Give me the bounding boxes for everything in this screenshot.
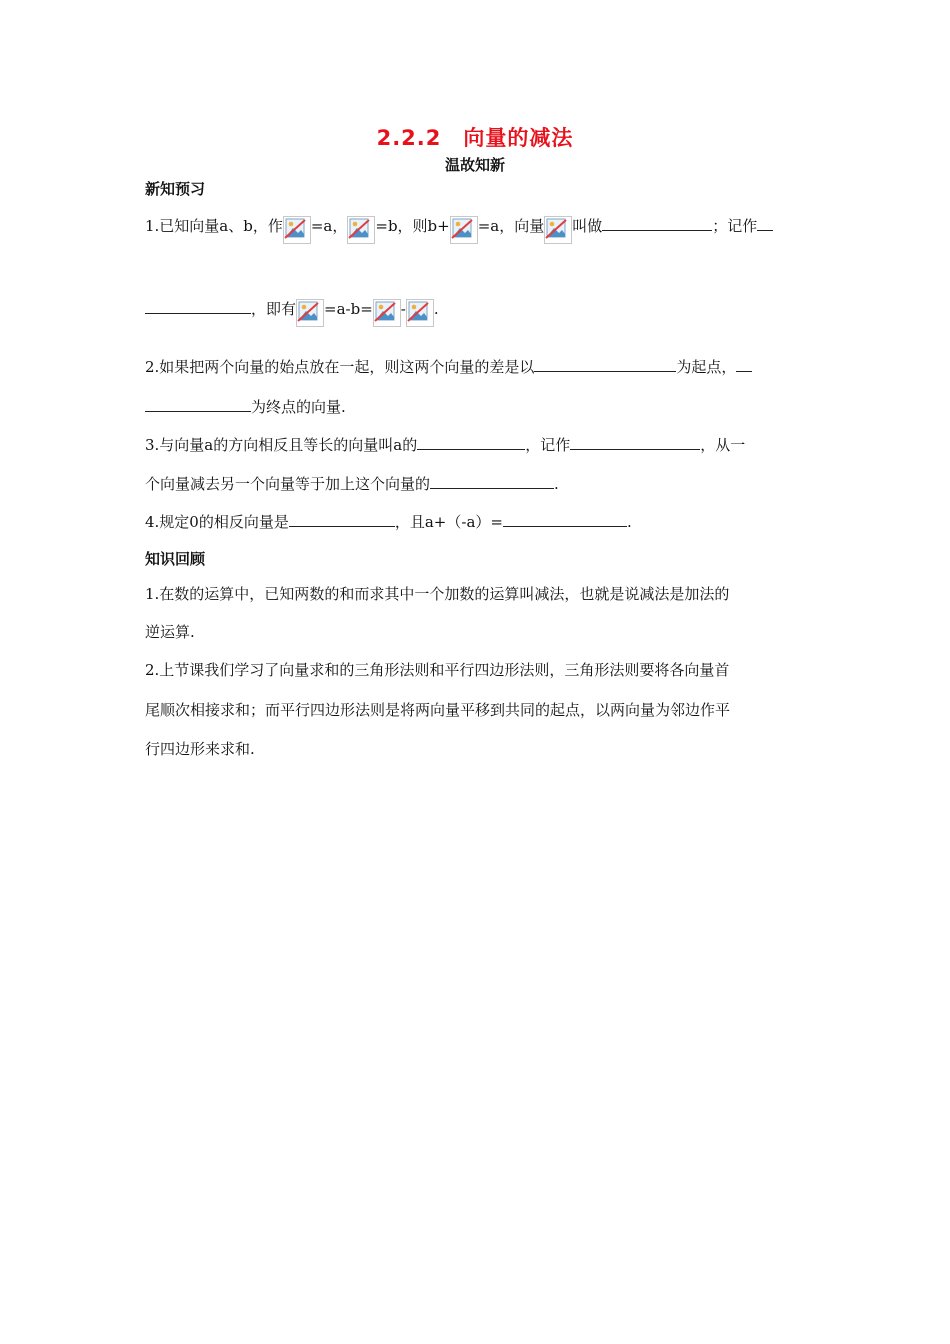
question-4-line-1: 4.规定0的相反向量是 ，且a+（-a）= .: [145, 513, 632, 531]
answer-blank[interactable]: [602, 216, 712, 231]
review-paragraph-1-line-1: 1.在数的运算中，已知两数的和而求其中一个加数的运算叫减法，也就是说减法是加法的: [145, 585, 730, 603]
section-heading-review: 知识回顾: [145, 550, 206, 568]
broken-image-icon: [544, 216, 572, 244]
question-2-line-1: 2.如果把两个向量的始点放在一起，则这两个向量的差是以 为起点，: [145, 357, 752, 377]
review-paragraph-2-line-3: 行四边形来求和.: [145, 740, 255, 758]
broken-image-icon: [406, 299, 434, 327]
review-paragraph-1-line-2: 逆运算.: [145, 623, 195, 641]
broken-image-icon: [373, 299, 401, 327]
answer-blank[interactable]: [145, 397, 251, 412]
answer-blank[interactable]: [289, 512, 395, 527]
answer-blank[interactable]: [145, 299, 251, 314]
section-heading-preview: 新知预习: [145, 180, 206, 198]
answer-blank[interactable]: [570, 435, 700, 450]
broken-image-icon: [347, 216, 375, 244]
answer-blank[interactable]: [430, 474, 554, 489]
page-subtitle: 温故知新: [444, 156, 505, 174]
review-paragraph-2-line-1: 2.上节课我们学习了向量求和的三角形法则和平行四边形法则，三角形法则要将各向量首: [145, 661, 730, 679]
broken-image-icon: [296, 299, 324, 327]
question-3-line-1: 3.与向量a的方向相反且等长的向量叫a的 ，记作 ，从一: [145, 436, 746, 454]
answer-blank[interactable]: [736, 357, 752, 372]
answer-blank[interactable]: [757, 216, 773, 231]
answer-blank[interactable]: [417, 435, 525, 450]
question-1-line-2: ，即有 =a-b= - .: [145, 299, 439, 327]
answer-blank[interactable]: [534, 357, 676, 372]
question-2-line-2: 为终点的向量.: [145, 397, 346, 417]
review-paragraph-2-line-2: 尾顺次相接求和；而平行四边形法则是将两向量平移到共同的起点，以两向量为邻边作平: [145, 701, 731, 719]
broken-image-icon: [450, 216, 478, 244]
page-title: 2.2.2 向量的减法: [376, 126, 574, 150]
question-1-line-1: 1.已知向量a、b，作 =a， =b，则b+ =a，向量 叫做 ；记作: [145, 216, 773, 244]
broken-image-icon: [283, 216, 311, 244]
question-3-line-2: 个向量减去另一个向量等于加上这个向量的 .: [145, 475, 559, 493]
answer-blank[interactable]: [503, 512, 627, 527]
